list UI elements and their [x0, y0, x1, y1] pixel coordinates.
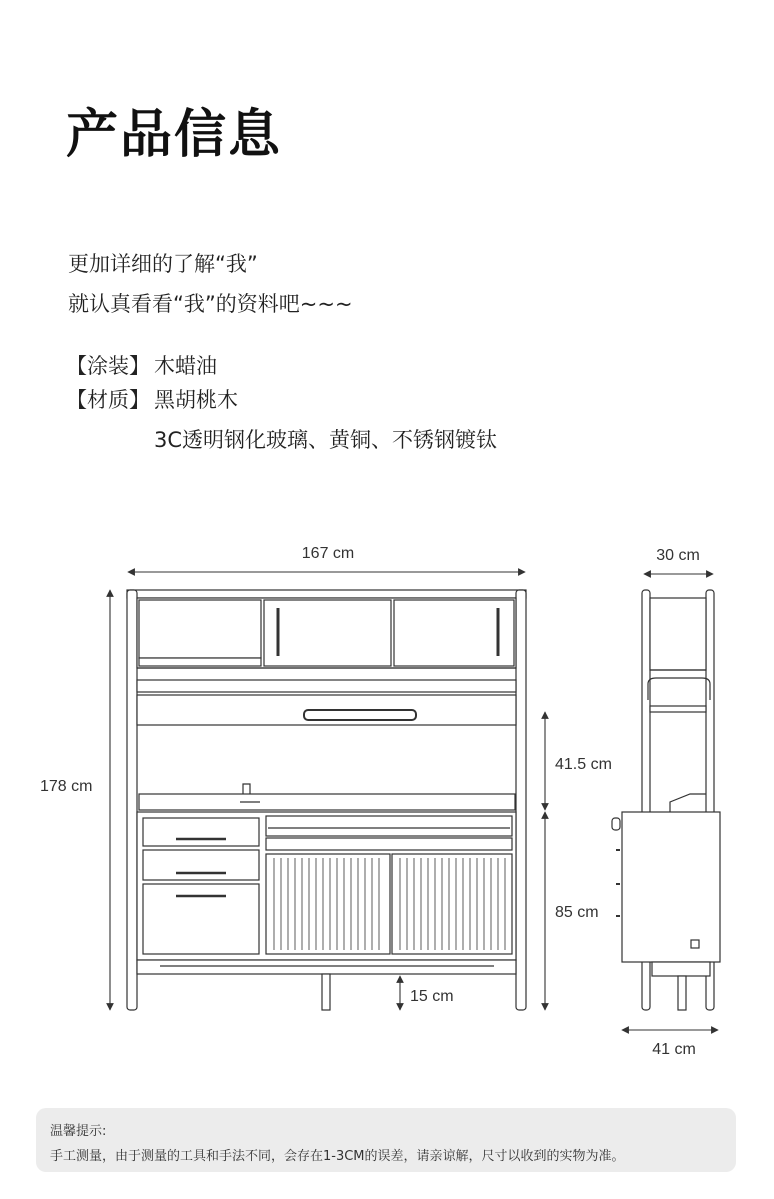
material-value: 黑胡桃木 — [154, 388, 238, 412]
counter-height-label: 85 cm — [555, 904, 599, 921]
material-value-2: 3C透明钢化玻璃、黄铜、不锈钢镀钛 — [154, 428, 498, 452]
upper-gap-label: 41.5 cm — [555, 756, 612, 773]
side-view — [612, 590, 720, 1010]
intro-line-1: 更加详细的了解“我” — [68, 252, 258, 276]
intro-line-2: 就认真看看“我”的资料吧~~~ — [68, 292, 353, 316]
coating-label: 【涂装】 — [66, 354, 150, 378]
width-label: 167 cm — [301, 545, 355, 562]
top-depth-label: 30 cm — [656, 547, 700, 564]
furniture-dimension-drawing — [0, 520, 774, 1080]
base-depth-label: 41 cm — [652, 1041, 696, 1058]
coating-value: 木蜡油 — [154, 354, 217, 378]
leg-height-label: 15 cm — [410, 988, 454, 1005]
material-label: 【材质】 — [66, 388, 150, 412]
front-view — [127, 590, 526, 1010]
tip-title: 温馨提示: — [50, 1124, 107, 1139]
page-title: 产品信息 — [66, 105, 283, 165]
height-label: 178 cm — [40, 778, 93, 795]
tip-box — [36, 1108, 736, 1172]
tip-text: 手工测量，由于测量的工具和手法不同，会存在1-3CM的误差，请亲谅解，尺寸以收到的实物为准。 — [50, 1149, 625, 1164]
